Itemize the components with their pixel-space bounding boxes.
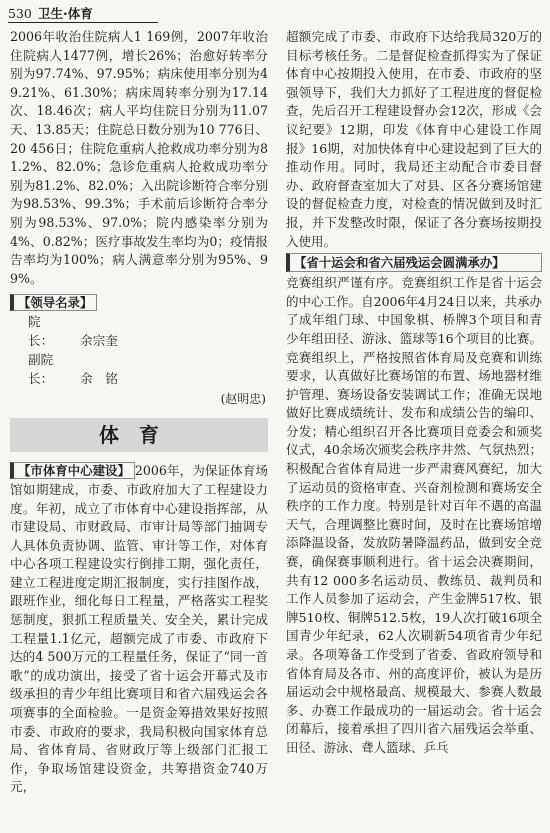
health-statistics-paragraph: 2006年收治住院病人1 169例，2007年收治住院病人1477例，增长26%；治愈好转率分别为97.74%、97.95%；病床使用率分别为49.21%、61.30%；病床周转率分别为17.14次、18.46次；病人平均住院日分别为11.07天、13.85天；住院总日数分别为10 776日、20 456日；住院危重病人抢救成功率分别为81.2%、82.0%；急诊危重病人抢救成功率分别为81.2%、82.0%；入出院诊断符合率分别为98.53%、99.3%；手术前后诊断符合率分别为98.53%、97.0%；院内感染率分别为4%、0.82%；医疗事故发生率均为0；疫情报告率均为100%；病人满意率分别为95%、99%。 bbox=[10, 29, 268, 286]
leader-name: 余宗奎 bbox=[80, 333, 118, 349]
sports-center-text: 2006年，为保证体育场馆如期建成，市委、市政府加大了工程建设力度。年初，成立了市体育中心建设指挥部，从市建设局、市财政局、市审计局等部门抽调专人具体负责协调、监管、审计等工作，对体育中心各项工程建设实行倒排工期，强化责任，建立工程进度定期汇报制度，实行挂图作战，跟班作业，细化每日工程量，严格落实工程奖惩制度，狠抓工程质量关、安全关，累计完成工程量1.1亿元，超额完成了市委、市政府下达的4 500万元的工程量任务，保证了“同一首歌”的成功演出，接受了省十运会开幕式及市级承担的青少年组比赛项目和省六届残运会各项赛事的全面检验。一是资金筹措效果好按照市委、市政府的要求，我局积极向国家体育总局、省体育局、省财政厅等上级部门汇报工作，争取场馆建设资金，共筹措资金740万元， bbox=[10, 463, 268, 795]
games-heading: 【省十运会和省六届残运会圆满承办】 bbox=[286, 253, 542, 272]
games-paragraph: 竞赛组织严谨有序。竞赛组织工作是省十运会的中心工作。自2006年4月24日以来，共承办了成年组门球、中国象棋、桥牌3个项目和青少年组田径、游泳、篮球等16个项目的比赛。竞赛组织上，严格按照省体育局及竞赛和训练要求，认真做好比赛场馆的布置、场地器材维护管理、赛场设备安装调试工作；准确无误地做好比赛成绩统计、发布和成绩公告的编印、分发；精心组织召开各比赛项目竞委会和颁奖仪式，40余场次颁奖会秩序井然、气氛热烈；积极配合省体育局进一步严肃赛风赛纪，加大了运动员的资格审查、兴奋剂检测和赛场安全秩序的工作力度。特别是针对百年不遇的高温天气，合理调整比赛时间，及时在比赛场馆增添降温设备，发放防暑降温药品，做到安全竞赛，确保赛事顺利进行。省十运会决赛期间，共有12 000多名运动员、教练员、裁判员和工作人员参加了运动会，产生金牌517枚、银牌510枚、铜牌512.5枚，19人次打破16项全国青少年纪录，62人次刷新54项省青少年纪录。各项筹备工作受到了省委、省政府领导和省体育局及各市、州的高度评价，被认为是历届运动会中规格最高、规模最大、参赛人数最多、办赛工作最成功的一届运动会。省十运会闭幕后，接着承担了四川省六届残运会举重、田径、游泳、聋人篮球、乒乓 bbox=[286, 275, 542, 755]
leaders-heading bbox=[10, 294, 268, 312]
section-band-title: 体育 bbox=[10, 418, 268, 452]
page-number: 530 bbox=[8, 6, 32, 21]
sports-center-paragraph bbox=[10, 462, 268, 797]
page-header bbox=[8, 6, 158, 23]
right-column bbox=[286, 28, 542, 833]
sports-center-label: 【市体育中心建设】 bbox=[10, 462, 135, 479]
section-title: 卫生·体育 bbox=[38, 6, 93, 21]
leader-name: 余 铭 bbox=[80, 371, 118, 387]
leaders-label: 【领导名录】 bbox=[10, 294, 97, 311]
leader-row bbox=[10, 312, 268, 350]
leader-role: 院 长： bbox=[28, 314, 54, 349]
continued-paragraph: 超额完成了市委、市政府下达给我局320万的目标考核任务。二是督促检查抓得实为了保证体育中心按期投入使用，在市委、市政府的坚强领导下，我们大力抓好了工程进度的督促检查，先后召开工程建设督办会12次，形成《会议纪要》12期，印发《体育中心建设工作周报》16期，对加快体育中心建设起到了巨大的推动作用。同时，我局还主动配合市委目督办、政府督查室加大了对县、区各分赛场馆建设的督促检查力度，对检查的情况做到及时汇报，并下发整改时限，保证了各分赛场按期投入使用。 bbox=[286, 29, 542, 249]
author-credit: (赵明忠) bbox=[220, 392, 266, 407]
leader-role: 副院长： bbox=[28, 352, 54, 387]
left-column bbox=[10, 28, 268, 833]
leader-row bbox=[10, 350, 268, 388]
